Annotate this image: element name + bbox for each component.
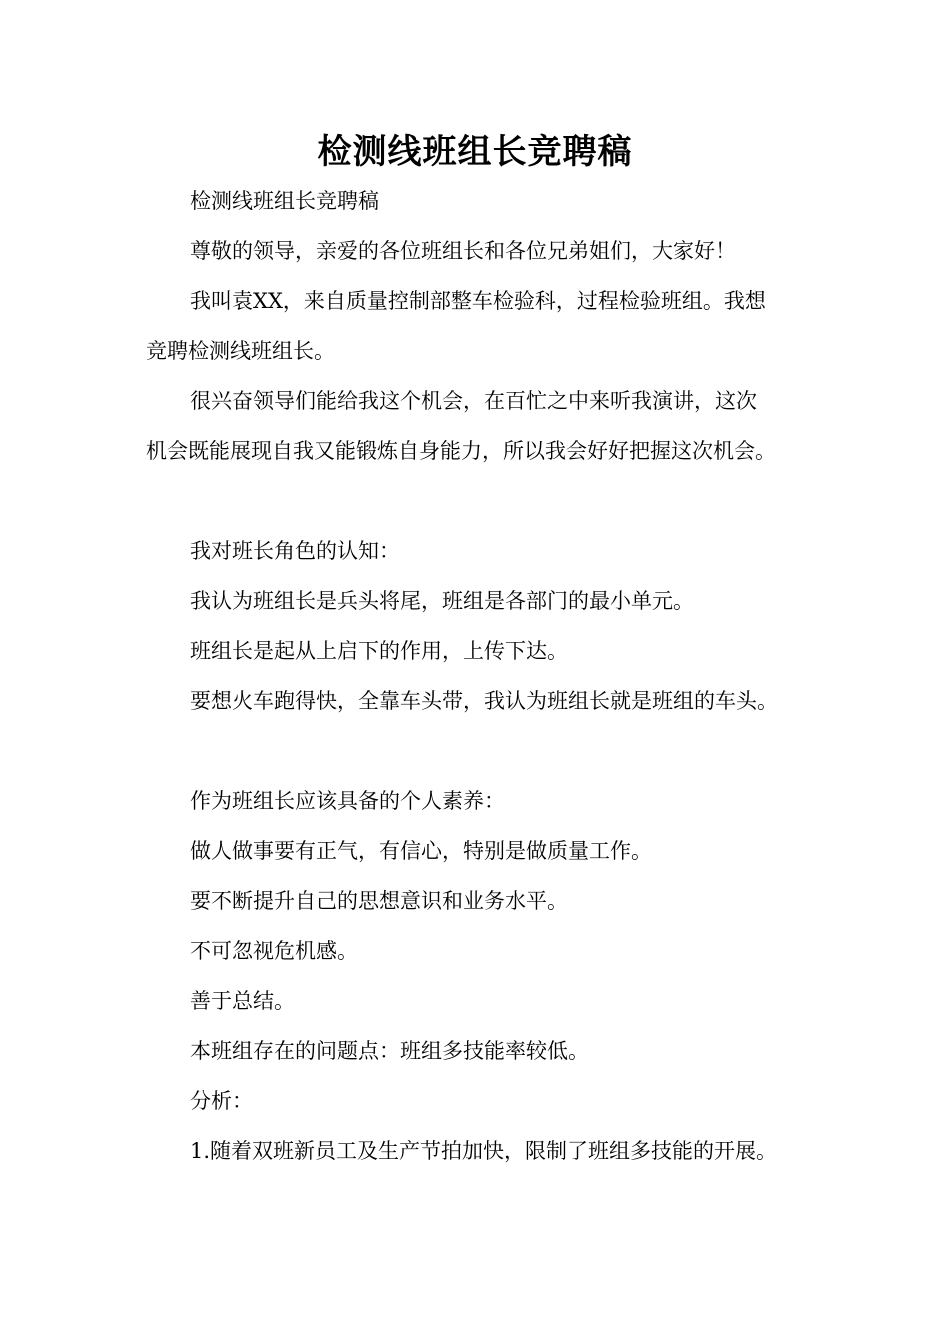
greeting-line: 尊敬的领导，亲爱的各位班组长和各位兄弟姐们，大家好！ <box>190 239 736 263</box>
intro-line-1: 我叫袁XX，来自质量控制部整车检验科，过程检验班组。我想 <box>190 289 766 313</box>
intro-line-2: 竞聘检测线班组长。 <box>146 339 335 363</box>
role-heading: 我对班长角色的认知： <box>190 539 400 563</box>
qualities-heading: 作为班组长应该具备的个人素养： <box>190 789 505 813</box>
problem-line: 本班组存在的问题点：班组多技能率较低。 <box>190 1039 589 1063</box>
opportunity-line-1: 很兴奋领导们能给我这个机会，在百忙之中来听我演讲，这次 <box>190 389 757 413</box>
analysis-item-1: 1.随着双班新员工及生产节拍加快，限制了班组多技能的开展。 <box>190 1139 778 1163</box>
qualities-line-3: 不可忽视危机感。 <box>190 939 358 963</box>
subtitle-line: 检测线班组长竞聘稿 <box>190 189 379 213</box>
opportunity-line-2: 机会既能展现自我又能锻炼自身能力，所以我会好好把握这次机会。 <box>146 439 776 463</box>
role-line-2: 班组长是起从上启下的作用，上传下达。 <box>190 639 568 663</box>
analysis-heading: 分析： <box>190 1089 253 1113</box>
qualities-line-4: 善于总结。 <box>190 989 295 1013</box>
role-line-1: 我认为班组长是兵头将尾，班组是各部门的最小单元。 <box>190 589 694 613</box>
qualities-line-1: 做人做事要有正气，有信心，特别是做质量工作。 <box>190 839 652 863</box>
qualities-line-2: 要不断提升自己的思想意识和业务水平。 <box>190 889 568 913</box>
role-line-3: 要想火车跑得快，全靠车头带，我认为班组长就是班组的车头。 <box>190 689 778 713</box>
document-title: 检测线班组长竞聘稿 <box>317 132 633 172</box>
